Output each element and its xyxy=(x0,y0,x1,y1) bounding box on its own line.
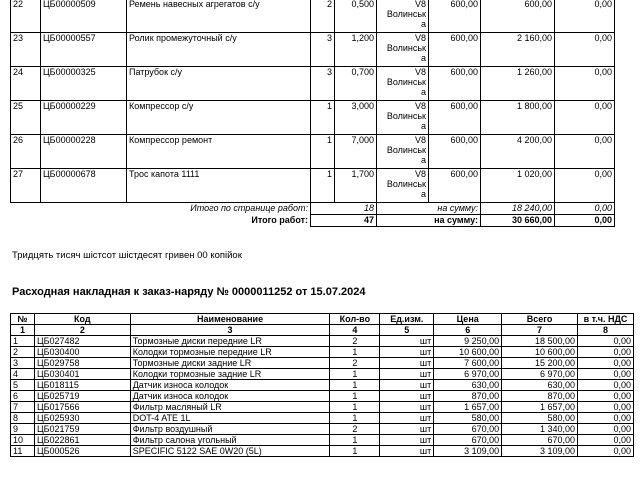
part-name: Колодки тормозные задние LR xyxy=(130,369,330,380)
part-name: Фильтр масляный LR xyxy=(130,402,330,413)
document-title: Расходная накладная к заказ-наряду № 0000011252 от 15.07.2024 xyxy=(12,286,366,298)
row-executor xyxy=(377,135,429,169)
part-code: ЦБ022861 xyxy=(34,435,130,446)
part-number: 1 xyxy=(11,336,35,347)
table-row xyxy=(11,424,634,435)
part-qty: 2 xyxy=(330,336,380,347)
table-row xyxy=(11,135,615,169)
part-vat: 0,00 xyxy=(577,369,633,380)
page-total-sum-label: на сумму: xyxy=(377,203,481,215)
col-header-price: Цена xyxy=(434,314,502,325)
part-total: 630,00 xyxy=(502,380,578,391)
part-vat: 0,00 xyxy=(577,446,633,457)
part-qty: 1 xyxy=(330,435,380,446)
row-norm: 0,700 xyxy=(335,67,377,101)
row-number: 24 xyxy=(11,67,41,101)
row-sum: 600,00 xyxy=(481,0,555,33)
part-number: 5 xyxy=(11,380,35,391)
row-qty: 1 xyxy=(311,101,335,135)
grand-total-count: 47 xyxy=(311,215,377,227)
part-total: 18 500,00 xyxy=(502,336,578,347)
table-row xyxy=(11,413,634,424)
part-vat: 0,00 xyxy=(577,358,633,369)
row-norm: 3,000 xyxy=(335,101,377,135)
part-total: 6 970,00 xyxy=(502,369,578,380)
part-price: 3 109,00 xyxy=(434,446,502,457)
part-unit: шт xyxy=(380,435,434,446)
parts-table xyxy=(10,313,634,457)
executor-line: V8 xyxy=(414,33,426,43)
executor-line: Волинськ xyxy=(386,111,426,121)
row-qty: 3 xyxy=(311,33,335,67)
col-header-code: Код xyxy=(34,314,130,325)
row-price: 600,00 xyxy=(429,101,481,135)
row-vat: 0,00 xyxy=(555,169,615,203)
part-price: 630,00 xyxy=(434,380,502,391)
part-name: Датчик износа колодок xyxy=(130,391,330,402)
part-name: Фильтр воздушный xyxy=(130,424,330,435)
executor-line: V8 xyxy=(414,67,426,77)
grand-total-label: Итого работ: xyxy=(251,214,308,225)
part-name: Фильтр салона угольный xyxy=(130,435,330,446)
row-price: 600,00 xyxy=(429,169,481,203)
table-row xyxy=(11,369,634,380)
row-vat: 0,00 xyxy=(555,135,615,169)
part-unit: шт xyxy=(380,347,434,358)
part-unit: шт xyxy=(380,369,434,380)
row-name: Компрессор с/у xyxy=(127,101,311,135)
row-number: 26 xyxy=(11,135,41,169)
part-number: 3 xyxy=(11,358,35,369)
row-norm: 1,200 xyxy=(335,33,377,67)
part-code: ЦБ027482 xyxy=(34,336,130,347)
part-price: 6 970,00 xyxy=(434,369,502,380)
row-sum: 4 200,00 xyxy=(481,135,555,169)
row-price: 600,00 xyxy=(429,135,481,169)
part-vat: 0,00 xyxy=(577,402,633,413)
table-row xyxy=(11,0,615,33)
part-unit: шт xyxy=(380,336,434,347)
part-price: 7 600,00 xyxy=(434,358,502,369)
row-number: 23 xyxy=(11,33,41,67)
parts-header-row xyxy=(11,314,634,325)
table-row xyxy=(11,446,634,457)
parts-colnum-row xyxy=(11,325,634,336)
table-row xyxy=(11,435,634,446)
part-vat: 0,00 xyxy=(577,424,633,435)
row-executor xyxy=(377,101,429,135)
col-header-qty: Кол-во xyxy=(330,314,380,325)
col-number: 5 xyxy=(380,325,434,336)
part-name: Тормозные диски задние LR xyxy=(130,358,330,369)
table-row xyxy=(11,391,634,402)
row-code: ЦБ00000325 xyxy=(41,67,127,101)
page-total-label: Итого по странице работ: xyxy=(190,203,308,213)
row-sum: 1 800,00 xyxy=(481,101,555,135)
executor-line: а xyxy=(420,189,426,199)
part-total: 670,00 xyxy=(502,435,578,446)
row-code: ЦБ00000229 xyxy=(41,101,127,135)
executor-line: а xyxy=(420,19,426,29)
part-qty: 1 xyxy=(330,369,380,380)
part-name: SPECIFIC 5122 SAE 0W20 (5L) xyxy=(130,446,330,457)
part-total: 3 109,00 xyxy=(502,446,578,457)
page-total-sum: 18 240,00 xyxy=(481,203,555,215)
part-name: DOT-4 ATE 1L xyxy=(130,413,330,424)
col-header-total: Всего xyxy=(502,314,578,325)
row-price: 600,00 xyxy=(429,0,481,33)
row-vat: 0,00 xyxy=(555,67,615,101)
row-qty: 2 xyxy=(311,0,335,33)
row-qty: 1 xyxy=(311,169,335,203)
part-number: 2 xyxy=(11,347,35,358)
part-vat: 0,00 xyxy=(577,391,633,402)
table-row xyxy=(11,358,634,369)
part-total: 870,00 xyxy=(502,391,578,402)
table-row xyxy=(11,402,634,413)
col-number: 6 xyxy=(434,325,502,336)
col-number: 3 xyxy=(130,325,330,336)
row-code: ЦБ00000228 xyxy=(41,135,127,169)
part-vat: 0,00 xyxy=(577,336,633,347)
row-sum: 1 020,00 xyxy=(481,169,555,203)
executor-line: Волинськ xyxy=(386,77,426,87)
row-name: Ремень навесных агрегатов с/у xyxy=(127,0,311,33)
part-vat: 0,00 xyxy=(577,413,633,424)
part-price: 9 250,00 xyxy=(434,336,502,347)
work-table xyxy=(10,0,615,227)
part-code: ЦБ017566 xyxy=(34,402,130,413)
executor-line: а xyxy=(420,121,426,131)
row-sum: 2 160,00 xyxy=(481,33,555,67)
part-qty: 1 xyxy=(330,402,380,413)
page-total-row xyxy=(11,203,615,215)
part-total: 10 600,00 xyxy=(502,347,578,358)
page-total-count: 18 xyxy=(311,203,377,215)
page-total-vat: 0,00 xyxy=(555,203,615,215)
part-number: 9 xyxy=(11,424,35,435)
table-row xyxy=(11,347,634,358)
amount-in-words: Тридцять тисяч шістсот шістдесят гривен 00 копійок xyxy=(12,250,242,261)
col-number: 1 xyxy=(11,325,35,336)
row-norm: 1,700 xyxy=(335,169,377,203)
part-qty: 1 xyxy=(330,380,380,391)
row-name: Трос капота 1111 xyxy=(127,169,311,203)
col-number: 2 xyxy=(34,325,130,336)
part-qty: 2 xyxy=(330,424,380,435)
part-price: 870,00 xyxy=(434,391,502,402)
table-row xyxy=(11,169,615,203)
executor-line: Волинськ xyxy=(386,43,426,53)
part-unit: шт xyxy=(380,380,434,391)
table-row xyxy=(11,67,615,101)
part-vat: 0,00 xyxy=(577,380,633,391)
part-name: Датчик износа колодок xyxy=(130,380,330,391)
col-number: 7 xyxy=(502,325,578,336)
executor-line: а xyxy=(420,87,426,97)
row-code: ЦБ00000678 xyxy=(41,169,127,203)
row-sum: 1 260,00 xyxy=(481,67,555,101)
part-qty: 1 xyxy=(330,391,380,402)
executor-line: Волинськ xyxy=(386,145,426,155)
row-qty: 1 xyxy=(311,135,335,169)
executor-line: V8 xyxy=(414,101,426,111)
part-number: 6 xyxy=(11,391,35,402)
row-qty: 3 xyxy=(311,67,335,101)
part-vat: 0,00 xyxy=(577,435,633,446)
part-number: 4 xyxy=(11,369,35,380)
row-name: Компрессор ремонт xyxy=(127,135,311,169)
row-number: 27 xyxy=(11,169,41,203)
col-number: 8 xyxy=(577,325,633,336)
part-number: 10 xyxy=(11,435,35,446)
table-row xyxy=(11,380,634,391)
col-header-n: № xyxy=(11,314,35,325)
part-name: Тормозные диски передние LR xyxy=(130,336,330,347)
table-row xyxy=(11,336,634,347)
part-number: 7 xyxy=(11,402,35,413)
grand-total-sum: 30 660,00 xyxy=(481,215,555,227)
col-header-name: Наименование xyxy=(130,314,330,325)
part-code: ЦБ025719 xyxy=(34,391,130,402)
part-total: 15 200,00 xyxy=(502,358,578,369)
row-price: 600,00 xyxy=(429,33,481,67)
row-vat: 0,00 xyxy=(555,101,615,135)
part-code: ЦБ021759 xyxy=(34,424,130,435)
part-price: 580,00 xyxy=(434,413,502,424)
part-qty: 1 xyxy=(330,446,380,457)
row-norm: 7,000 xyxy=(335,135,377,169)
row-code: ЦБ00000509 xyxy=(41,0,127,33)
row-executor xyxy=(377,0,429,33)
part-price: 670,00 xyxy=(434,424,502,435)
row-vat: 0,00 xyxy=(555,33,615,67)
part-code: ЦБ018115 xyxy=(34,380,130,391)
grand-total-row xyxy=(11,215,615,227)
table-row xyxy=(11,101,615,135)
executor-line: а xyxy=(420,53,426,63)
part-price: 1 657,00 xyxy=(434,402,502,413)
row-executor xyxy=(377,33,429,67)
part-qty: 2 xyxy=(330,358,380,369)
part-vat: 0,00 xyxy=(577,347,633,358)
grand-total-vat: 0,00 xyxy=(555,215,615,227)
row-name: Ролик промежуточный с/у xyxy=(127,33,311,67)
row-norm: 0,500 xyxy=(335,0,377,33)
executor-line: а xyxy=(420,155,426,165)
col-number: 4 xyxy=(330,325,380,336)
part-qty: 1 xyxy=(330,413,380,424)
part-number: 8 xyxy=(11,413,35,424)
part-code: ЦБ029758 xyxy=(34,358,130,369)
part-price: 670,00 xyxy=(434,435,502,446)
executor-line: Волинськ xyxy=(386,179,426,189)
part-qty: 1 xyxy=(330,347,380,358)
part-unit: шт xyxy=(380,413,434,424)
part-total: 580,00 xyxy=(502,413,578,424)
row-vat: 0,00 xyxy=(555,0,615,33)
executor-line: V8 xyxy=(414,135,426,145)
col-header-unit: Ед.изм. xyxy=(380,314,434,325)
row-price: 600,00 xyxy=(429,67,481,101)
part-unit: шт xyxy=(380,358,434,369)
part-unit: шт xyxy=(380,402,434,413)
part-unit: шт xyxy=(380,391,434,402)
part-total: 1 340,00 xyxy=(502,424,578,435)
col-header-vat: в т.ч. НДС xyxy=(577,314,633,325)
part-name: Колодки тормозные передние LR xyxy=(130,347,330,358)
part-unit: шт xyxy=(380,424,434,435)
row-executor xyxy=(377,169,429,203)
part-total: 1 657,00 xyxy=(502,402,578,413)
row-name: Патрубок с/у xyxy=(127,67,311,101)
row-number: 25 xyxy=(11,101,41,135)
grand-total-sum-label: на сумму: xyxy=(377,215,481,227)
table-row xyxy=(11,33,615,67)
row-executor xyxy=(377,67,429,101)
part-code: ЦБ030401 xyxy=(34,369,130,380)
part-price: 10 600,00 xyxy=(434,347,502,358)
executor-line: Волинськ xyxy=(386,9,426,19)
part-unit: шт xyxy=(380,446,434,457)
part-code: ЦБ000526 xyxy=(34,446,130,457)
part-code: ЦБ030400 xyxy=(34,347,130,358)
part-number: 11 xyxy=(11,446,35,457)
part-code: ЦБ025930 xyxy=(34,413,130,424)
row-number: 22 xyxy=(11,0,41,33)
row-code: ЦБ00000557 xyxy=(41,33,127,67)
executor-line: V8 xyxy=(414,0,426,9)
executor-line: V8 xyxy=(414,169,426,179)
